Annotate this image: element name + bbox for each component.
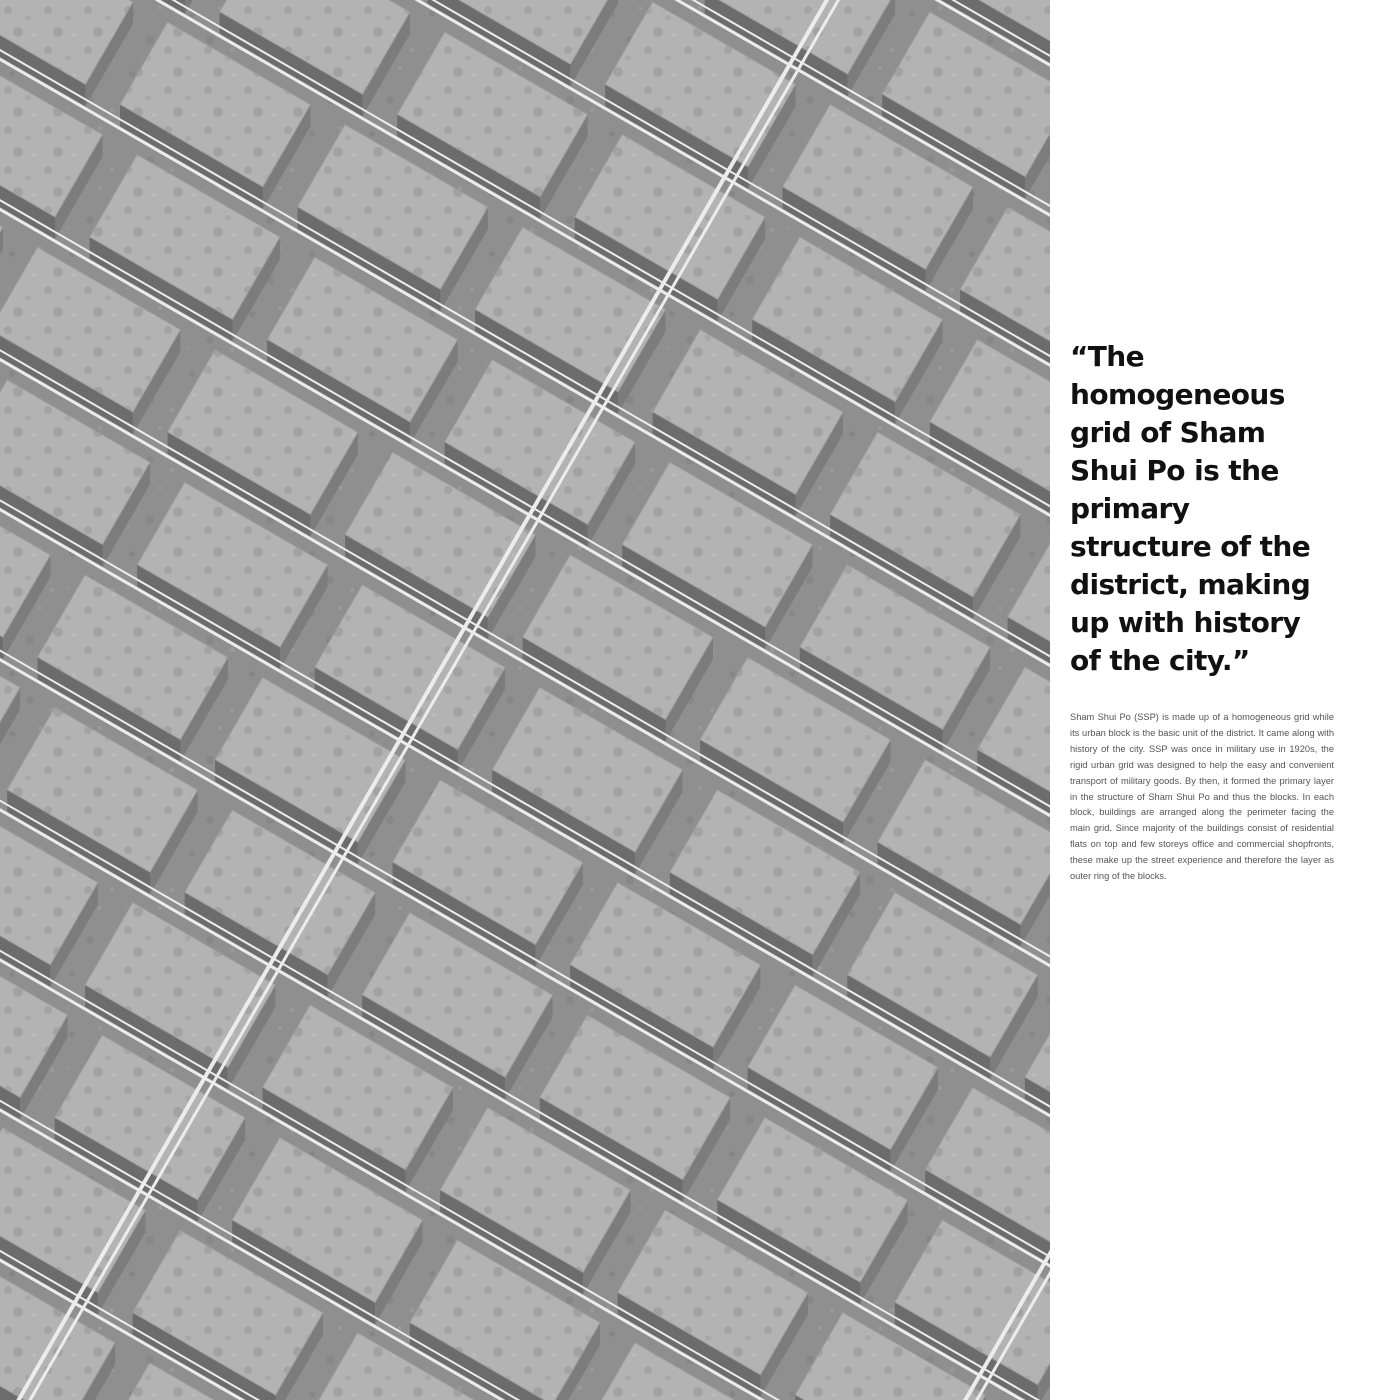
pull-quote: “The homogeneous grid of Sham Shui Po is the primary structure of the district, making up with history of the city.” bbox=[1070, 340, 1311, 677]
body-paragraph: Sham Shui Po (SSP) is made up of a homogeneous grid while its urban block is the basic unit of the district. It came along with history of the city. SSP was once in military use in 1920s, the rigid urban grid was designed to help the easy and convenient transport of military goods. By then, it formed the primary layer in the structure of Sham Shui Po and thus the blocks. In each block, buildings are arranged along the perimeter facing the main grid. Since majority of the buildings consist of residential flats on top and few storeys office and commercial shopfronts, these make up the street experience and therefore the layer as outer ring of the blocks. bbox=[1070, 712, 1334, 882]
text-column bbox=[1070, 338, 1334, 885]
